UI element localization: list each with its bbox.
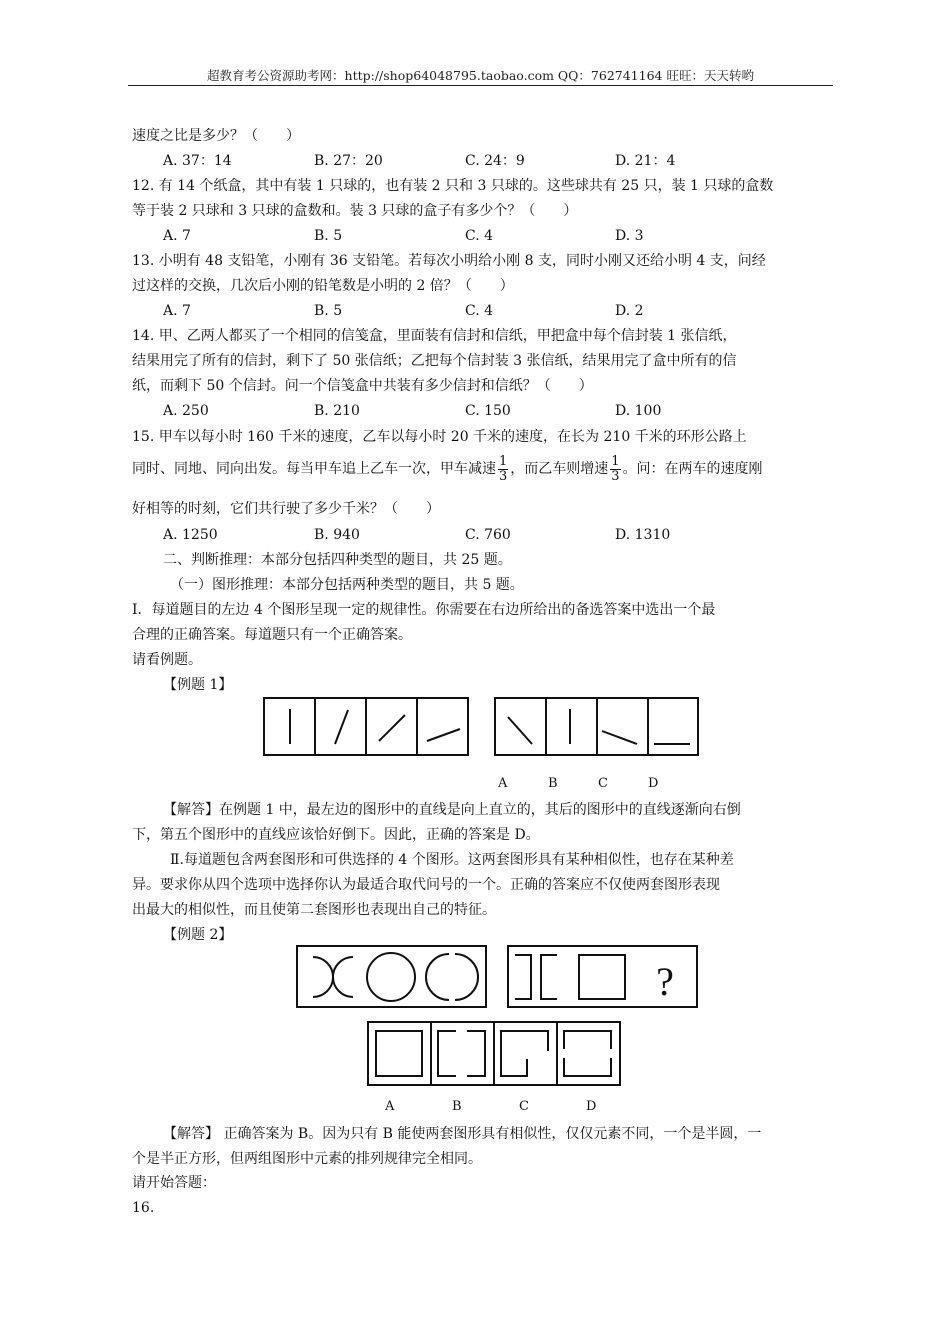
example1-label-b: B bbox=[548, 776, 558, 791]
start-prompt: 请开始答题： bbox=[132, 1175, 216, 1191]
q14-stem-line1: 14. 甲、乙两人都买了一个相同的信笺盒，里面装有信封和信纸，甲把盒中每个信封装 1 张信纸， bbox=[132, 328, 737, 344]
example2-set1-frame bbox=[297, 946, 486, 1007]
split-circle-left bbox=[426, 954, 449, 1000]
line-tilt-1 bbox=[335, 710, 348, 744]
example2-label-c: C bbox=[519, 1099, 529, 1114]
q13-option-c: C. 4 bbox=[465, 303, 494, 319]
type2-desc-line1: Ⅱ.每道题包含两套图形和可供选择的 4 个图形。这两套图形具有某种相似性，也存在某种差 bbox=[170, 852, 734, 868]
q14-stem-line2: 结果用完了所有的信封，剩下了 50 张信纸；乙把每个信封装 3 张信纸，结果用完了盒中所有的信 bbox=[132, 353, 737, 369]
option-c-line bbox=[602, 731, 637, 744]
header-rule bbox=[128, 85, 833, 86]
q14-option-a: A. 250 bbox=[163, 403, 209, 419]
option-b-right bbox=[467, 1031, 485, 1076]
example2-options-figure bbox=[366, 1021, 622, 1087]
full-square bbox=[579, 955, 625, 999]
q12-stem-line2: 等于装 2 只球和 3 只球的盒数和。装 3 只球的盒子有多少个？（ ） bbox=[132, 203, 578, 219]
option-d-top bbox=[564, 1031, 611, 1049]
subsection-title: （一）图形推理：本部分包括两种类型的题目，共 5 题。 bbox=[170, 577, 524, 593]
example1-answer-line1: 【解答】在例题 1 中，最左边的图形中的直线是向上直立的，其后的图形中的直线逐渐向右倒 bbox=[163, 802, 741, 818]
example1-figure bbox=[262, 697, 702, 759]
q15-option-d: D. 1310 bbox=[615, 527, 671, 543]
example2-answer-line2: 个是半正方形，但两组图形中元素的排列规律完全相同。 bbox=[132, 1151, 482, 1167]
example2-label-d: D bbox=[586, 1099, 597, 1114]
line-tilt-3 bbox=[427, 729, 460, 741]
q15-option-a: A. 1250 bbox=[163, 527, 218, 543]
half-square-left bbox=[515, 955, 531, 999]
option-d-bottom bbox=[564, 1058, 611, 1076]
section-title: 二、判断推理：本部分包括四种类型的题目，共 25 题。 bbox=[163, 552, 512, 568]
q12-option-c: C. 4 bbox=[465, 228, 494, 244]
example2-answer-line1: 【解答】 正确答案为 B。因为只有 B 能使两套图形具有相似性，仅仅元素不同，一个是半圆，一 bbox=[163, 1126, 762, 1142]
page-header: 超教育考公资源助考网：http://shop64048795.taobao.com QQ：762741164 旺旺：天天转哟 bbox=[207, 68, 754, 83]
q12-option-d: D. 3 bbox=[615, 228, 644, 244]
question-16-number: 16. bbox=[132, 1200, 155, 1216]
q14-option-c: C. 150 bbox=[465, 403, 511, 419]
option-a-line bbox=[508, 717, 532, 744]
example1-label-c: C bbox=[598, 776, 608, 791]
fraction-one-third: $\frac{1}{3}$ bbox=[499, 453, 508, 484]
q12-option-a: A. 7 bbox=[163, 228, 191, 244]
q15-stem-line3: 好相等的时刻，它们共行驶了多少千米？（ ） bbox=[132, 501, 440, 517]
split-circle-right bbox=[455, 954, 478, 1000]
q13-option-d: D. 2 bbox=[615, 303, 644, 319]
q13-option-a: A. 7 bbox=[163, 303, 191, 319]
type2-desc-line3: 出最大的相似性，而且使第二套图形也表现出自己的特征。 bbox=[132, 902, 496, 918]
q11-option-c: C. 24：9 bbox=[465, 153, 525, 169]
semicircle-right bbox=[333, 957, 353, 997]
fraction-one-third-2: $\frac{1}{3}$ bbox=[611, 453, 620, 484]
q13-stem-line2: 过这样的交换，几次后小刚的铅笔数是小明的 2 倍？（ ） bbox=[132, 278, 514, 294]
question-mark: ? bbox=[656, 959, 674, 1004]
q15-option-b: B. 940 bbox=[314, 527, 360, 543]
q13-stem-line1: 13. 小明有 48 支铅笔，小刚有 36 支铅笔。若每次小明给小刚 8 支，同时小刚又还给小明 4 支，问经 bbox=[132, 253, 766, 269]
example2-label-b: B bbox=[452, 1099, 462, 1114]
q15-text-b: ，而乙车则增速 bbox=[510, 461, 609, 477]
half-square-right bbox=[541, 955, 557, 999]
q14-stem-line3: 纸，而剩下 50 个信封。问一个信笺盒中共装有多少信封和信纸？（ ） bbox=[132, 378, 593, 394]
q15-stem-line1: 15. 甲车以每小时 160 千米的速度，乙车以每小时 20 千米的速度，在长为 210 千米的环形公路上 bbox=[132, 429, 747, 445]
example2-label-a: A bbox=[385, 1099, 395, 1114]
q12-option-b: B. 5 bbox=[314, 228, 343, 244]
example2-title: 【例题 2】 bbox=[163, 927, 233, 943]
q14-option-d: D. 100 bbox=[615, 403, 662, 419]
example2-sets-figure bbox=[295, 945, 701, 1009]
q15-stem-line2 bbox=[132, 452, 763, 486]
example1-title: 【例题 1】 bbox=[163, 677, 233, 693]
q15-text-a: 同时、同地、同向出发。每当甲车追上乙车一次，甲车减速 bbox=[132, 461, 496, 477]
q11-option-a: A. 37：14 bbox=[163, 153, 232, 169]
q11-option-d: D. 21：4 bbox=[615, 153, 676, 169]
q11-option-b: B. 27：20 bbox=[314, 153, 383, 169]
q15-text-c: 。问：在两车的速度刚 bbox=[622, 461, 763, 477]
type1-desc-line1: Ⅰ．每道题目的左边 4 个图形呈现一定的规律性。你需要在右边所给出的备选答案中选出一个最 bbox=[132, 602, 716, 618]
type1-desc-line2: 合理的正确答案。每道题只有一个正确答案。 bbox=[132, 627, 412, 643]
q14-option-b: B. 210 bbox=[314, 403, 360, 419]
see-example: 请看例题。 bbox=[132, 652, 202, 668]
option-c-top bbox=[527, 1031, 548, 1051]
option-b-left bbox=[438, 1031, 456, 1076]
full-circle bbox=[367, 953, 415, 1001]
option-a-square bbox=[376, 1031, 422, 1076]
example1-answer-line2: 下，第五个图形中的直线应该恰好倒下。因此，正确的答案是 D。 bbox=[132, 827, 540, 843]
example1-label-d: D bbox=[648, 776, 659, 791]
line-tilt-2 bbox=[379, 715, 405, 741]
type2-desc-line2: 异。要求你从四个选项中选择你认为最适合取代问号的一个。正确的答案应不仅使两套图形表现 bbox=[132, 877, 720, 893]
q15-option-c: C. 760 bbox=[465, 527, 511, 543]
example1-label-a: A bbox=[498, 776, 508, 791]
option-c-shape bbox=[501, 1031, 527, 1076]
q12-stem-line1: 12. 有 14 个纸盒，其中有装 1 只球的，也有装 2 只和 3 只球的。这些球共有 25 只，装 1 只球的盒数 bbox=[132, 178, 774, 194]
q11-stem: 速度之比是多少？（ ） bbox=[132, 128, 300, 144]
q13-option-b: B. 5 bbox=[314, 303, 343, 319]
semicircle-left bbox=[313, 957, 333, 997]
